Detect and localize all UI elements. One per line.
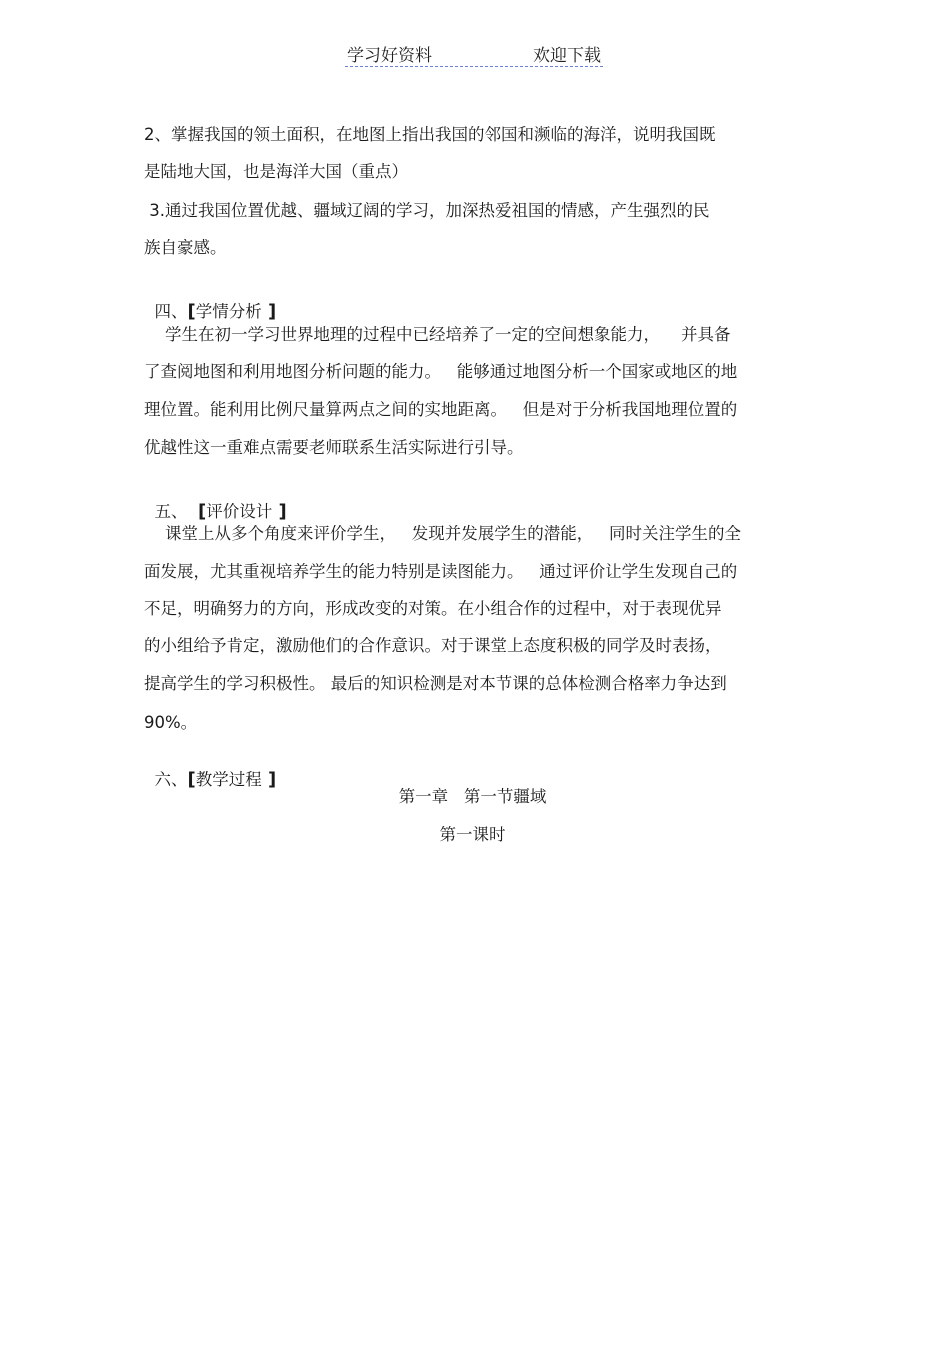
paragraph-line: 优越性这一重难点需要老师联系生活实际进行引导。: [144, 438, 524, 457]
header-right-text: 欢迎下载: [533, 46, 601, 66]
paragraph-line: 面发展，尤其重视培养学生的能力特别是读图能力。 通过评价让学生发现自己的: [144, 562, 738, 581]
objective-line: 是陆地大国，也是海洋大国（重点）: [144, 162, 408, 181]
chapter-heading: 第一章 第一节疆域: [398, 787, 547, 806]
paragraph-line: 了查阅地图和利用地图分析问题的能力。 能够通过地图分析一个国家或地区的地: [144, 362, 738, 381]
header-left-text: 学习好资料: [347, 46, 432, 66]
paragraph-line: 提高学生的学习积极性。 最后的知识检测是对本节课的总体检测合格率力争达到: [144, 674, 727, 693]
section-heading-4: 四、[学情分析 ]: [154, 301, 277, 322]
section-heading-6: 六、[教学过程 ]: [154, 769, 277, 790]
lesson-heading: 第一课时: [439, 825, 506, 844]
section-number: 六、: [154, 770, 188, 789]
paragraph-line: 理位置。能利用比例尺量算两点之间的实地距离。 但是对于分析我国地理位置的: [144, 400, 738, 419]
section-number: 五、: [154, 502, 193, 521]
page-header: [345, 38, 603, 67]
objective-line: 3.通过我国位置优越、疆域辽阔的学习，加深热爱祖国的情感，产生强烈的民: [144, 201, 710, 220]
objective-line: 2、掌握我国的领土面积，在地图上指出我国的邻国和濒临的海洋，说明我国既: [144, 125, 716, 144]
paragraph-line: 课堂上从多个角度来评价学生， 发现并发展学生的潜能， 同时关注学生的全: [144, 524, 741, 543]
section-title: 教学过程: [195, 770, 262, 789]
objective-line: 族自豪感。: [144, 238, 227, 257]
section-heading-5: 五、 [评价设计 ]: [154, 501, 287, 522]
section-title: 学情分析: [195, 302, 262, 321]
section-number: 四、: [154, 302, 188, 321]
section-title: 评价设计: [206, 502, 273, 521]
paragraph-line: 学生在初一学习世界地理的过程中已经培养了一定的空间想象能力， 并具备: [144, 325, 731, 344]
paragraph-line: 不足，明确努力的方向，形成改变的对策。在小组合作的过程中，对于表现优异: [144, 599, 722, 618]
paragraph-line: 的小组给予肯定，激励他们的合作意识。对于课堂上态度积极的同学及时表扬，: [144, 636, 722, 655]
paragraph-line: 90%。: [144, 713, 198, 732]
